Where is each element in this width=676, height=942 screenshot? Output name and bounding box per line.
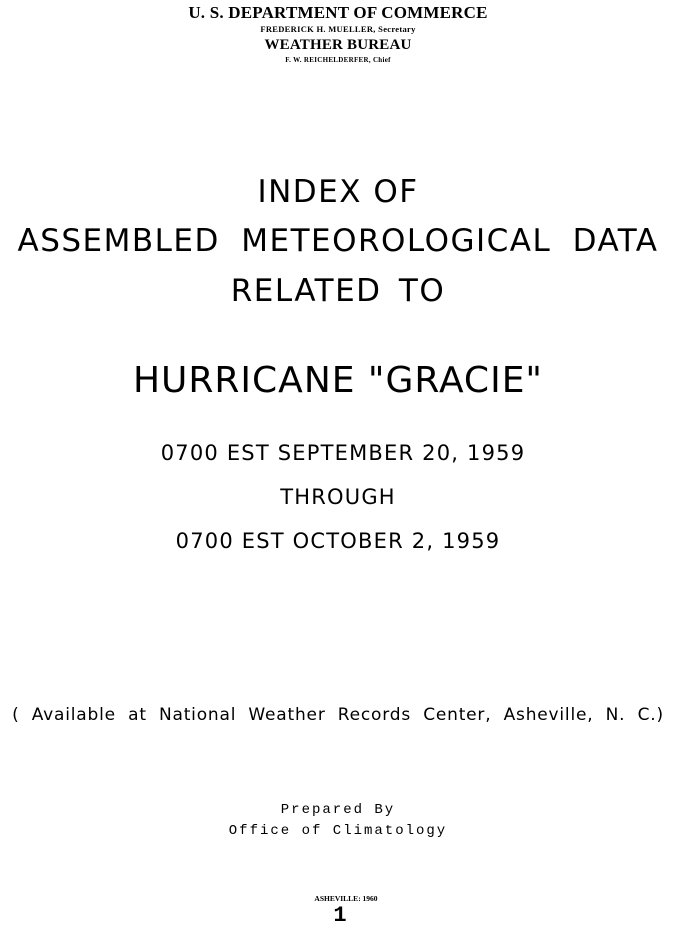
hurricane-name: HURRICANE "GRACIE" bbox=[132, 360, 543, 401]
bureau-name: WEATHER BUREAU bbox=[264, 37, 412, 53]
period-start: 0700 EST SEPTEMBER 20, 1959 bbox=[160, 441, 526, 465]
prepared-by-label: Prepared By bbox=[280, 802, 396, 818]
prepared-by-office: Office of Climatology bbox=[228, 823, 448, 839]
period-end: 0700 EST OCTOBER 2, 1959 bbox=[175, 529, 501, 553]
page-number: 1 bbox=[333, 903, 347, 928]
availability-note: ( Available at National Weather Records Center, Asheville, N. C.) bbox=[12, 705, 664, 725]
place-date: ASHEVILLE: 1960 bbox=[314, 894, 378, 903]
title-line-1: INDEX OF bbox=[257, 174, 419, 210]
title-line-3: RELATED TO bbox=[230, 273, 446, 309]
period-through: THROUGH bbox=[280, 485, 396, 509]
chief-name: F. W. REICHELDERFER, Chief bbox=[285, 56, 391, 64]
department-name: U. S. DEPARTMENT OF COMMERCE bbox=[188, 3, 488, 22]
title-line-2: ASSEMBLED METEOROLOGICAL DATA bbox=[17, 223, 659, 259]
secretary-name: FREDERICK H. MUELLER, Secretary bbox=[260, 24, 416, 34]
